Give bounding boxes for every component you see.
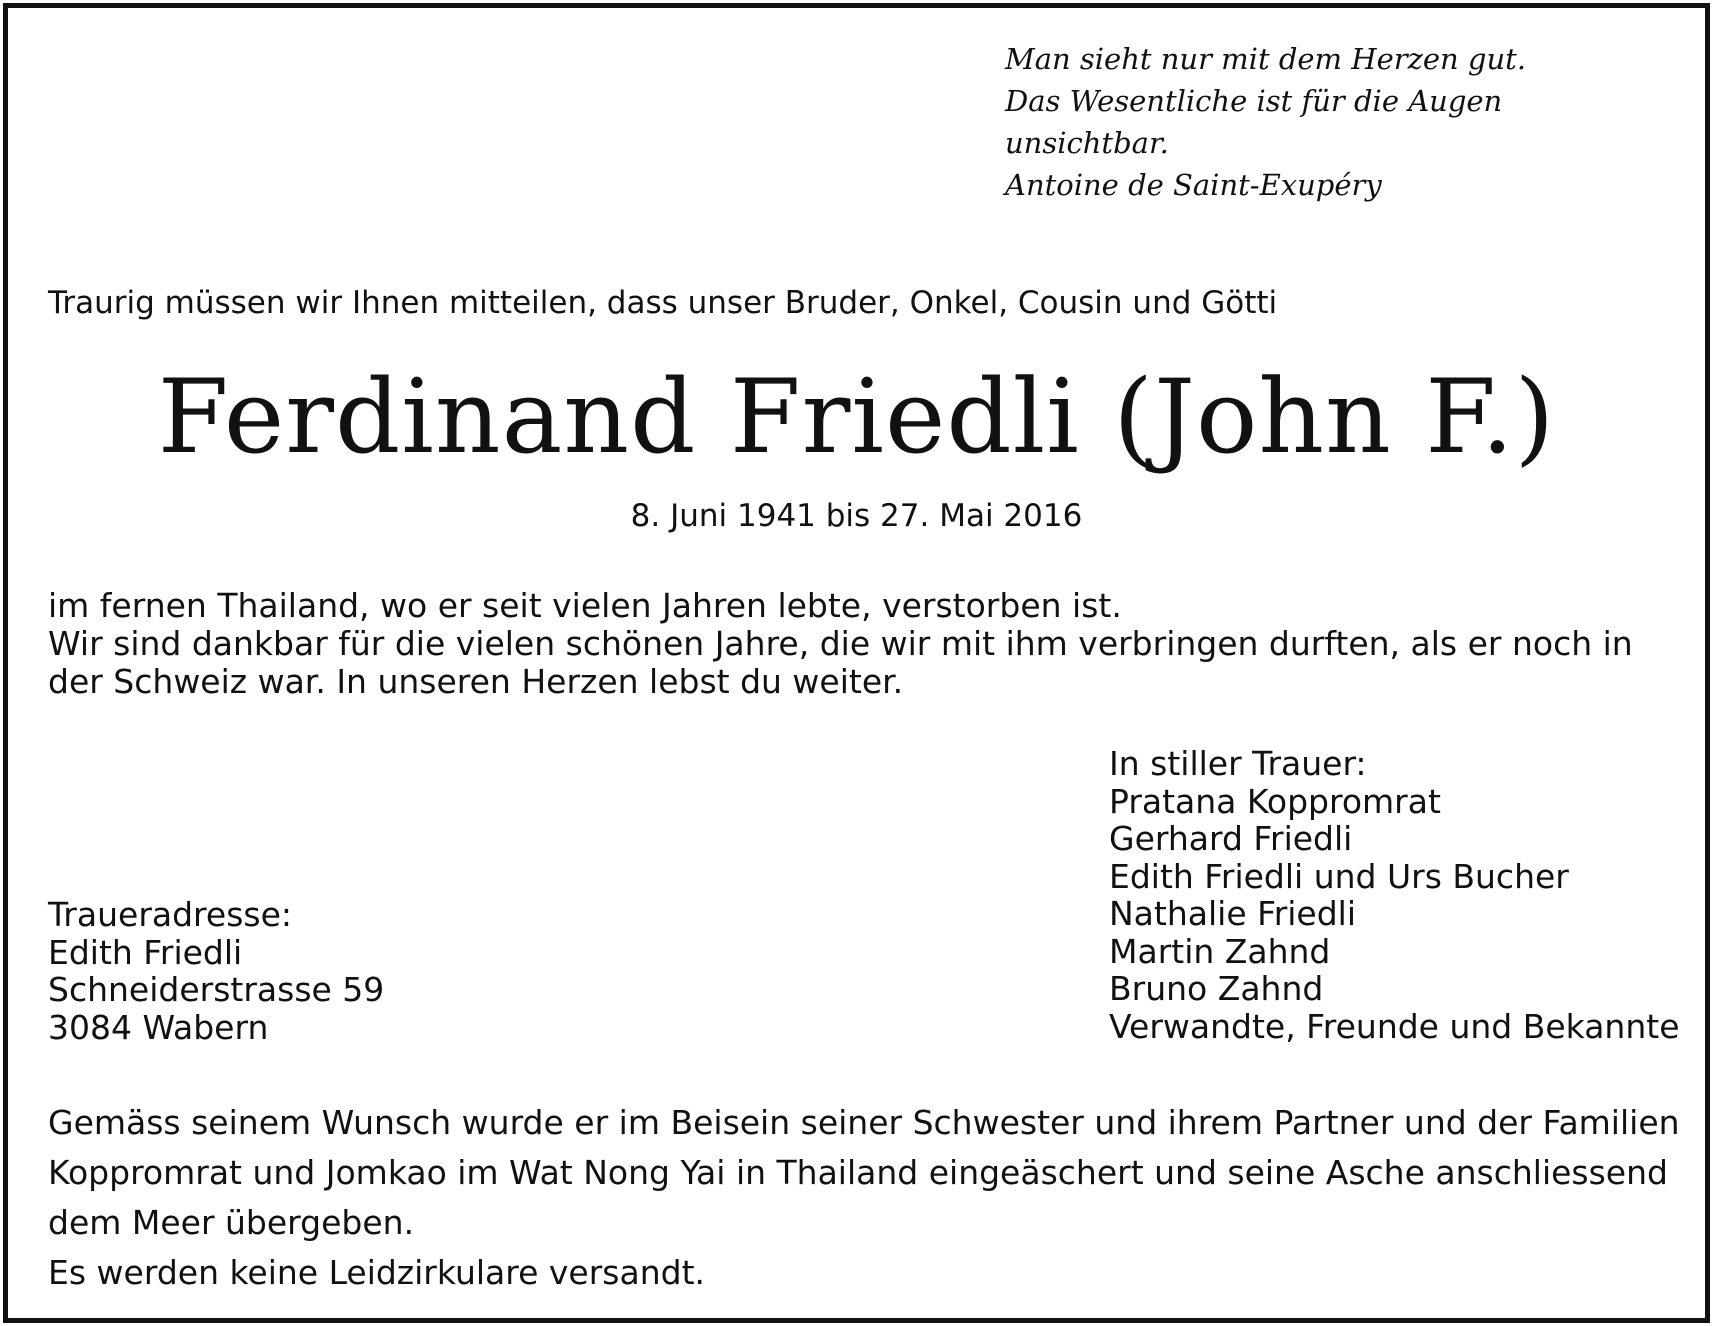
address-line: 3084 Wabern [48,1007,269,1047]
address-line: Schneiderstrasse 59 [48,970,385,1009]
closing-line: Es werden keine Leidzirkulare versandt. [48,1253,706,1292]
mourner-name: Martin Zahnd [1109,931,1331,971]
address-line: Edith Friedli [48,932,243,972]
body-line: der Schweiz war. In unseren Herzen lebst du weiter. [48,662,904,701]
mourner-name: Nathalie Friedli [1109,894,1357,933]
body-line: im fernen Thailand, wo er seit vielen Jahren lebte, verstorben ist. [48,586,1122,625]
closing-text [48,1098,1680,1298]
mourner-name: Verwandte, Freunde und Bekannte [1109,1006,1680,1046]
mourning-address [48,896,384,1046]
life-dates: 8. Juni 1941 bis 27. Mai 2016 [630,498,1083,534]
mourners-heading: In stiller Trauer: [1109,744,1367,783]
quote-line: Man sieht nur mit dem Herzen gut. [1005,42,1527,76]
quote-author: Antoine de Saint-Exupéry [1005,168,1382,202]
deceased-name: Ferdinand Friedli (John F.) [157,358,1556,477]
address-heading: Traueradresse: [48,895,293,934]
mourner-name: Pratana Koppromrat [1109,781,1441,821]
epigraph-quote [1005,38,1526,206]
quote-line: unsichtbar. [1005,126,1169,160]
quote-line: Das Wesentliche ist für die Augen [1005,84,1503,118]
closing-line: Gemäss seinem Wunsch wurde er im Beisein seiner Schwester und ihrem Partner und der Familien [48,1103,1680,1142]
intro-text: Traurig müssen wir Ihnen mitteilen, dass unser Bruder, Onkel, Cousin und Götti [48,285,1278,321]
mourner-name: Gerhard Friedli [1109,819,1353,858]
body-line: Wir sind dankbar für die vielen schönen Jahre, die wir mit ihm verbringen durften, als er noch in [48,624,1633,663]
mourner-name: Edith Friedli und Urs Bucher [1109,856,1569,896]
closing-line: Koppromrat und Jomkao im Wat Nong Yai in Thailand eingeäschert und seine Asche anschliessend [48,1153,1668,1192]
mourners-list [1109,745,1680,1045]
announcement-body [48,587,1633,701]
mourner-name: Bruno Zahnd [1109,969,1324,1008]
closing-line: dem Meer übergeben. [48,1203,415,1242]
